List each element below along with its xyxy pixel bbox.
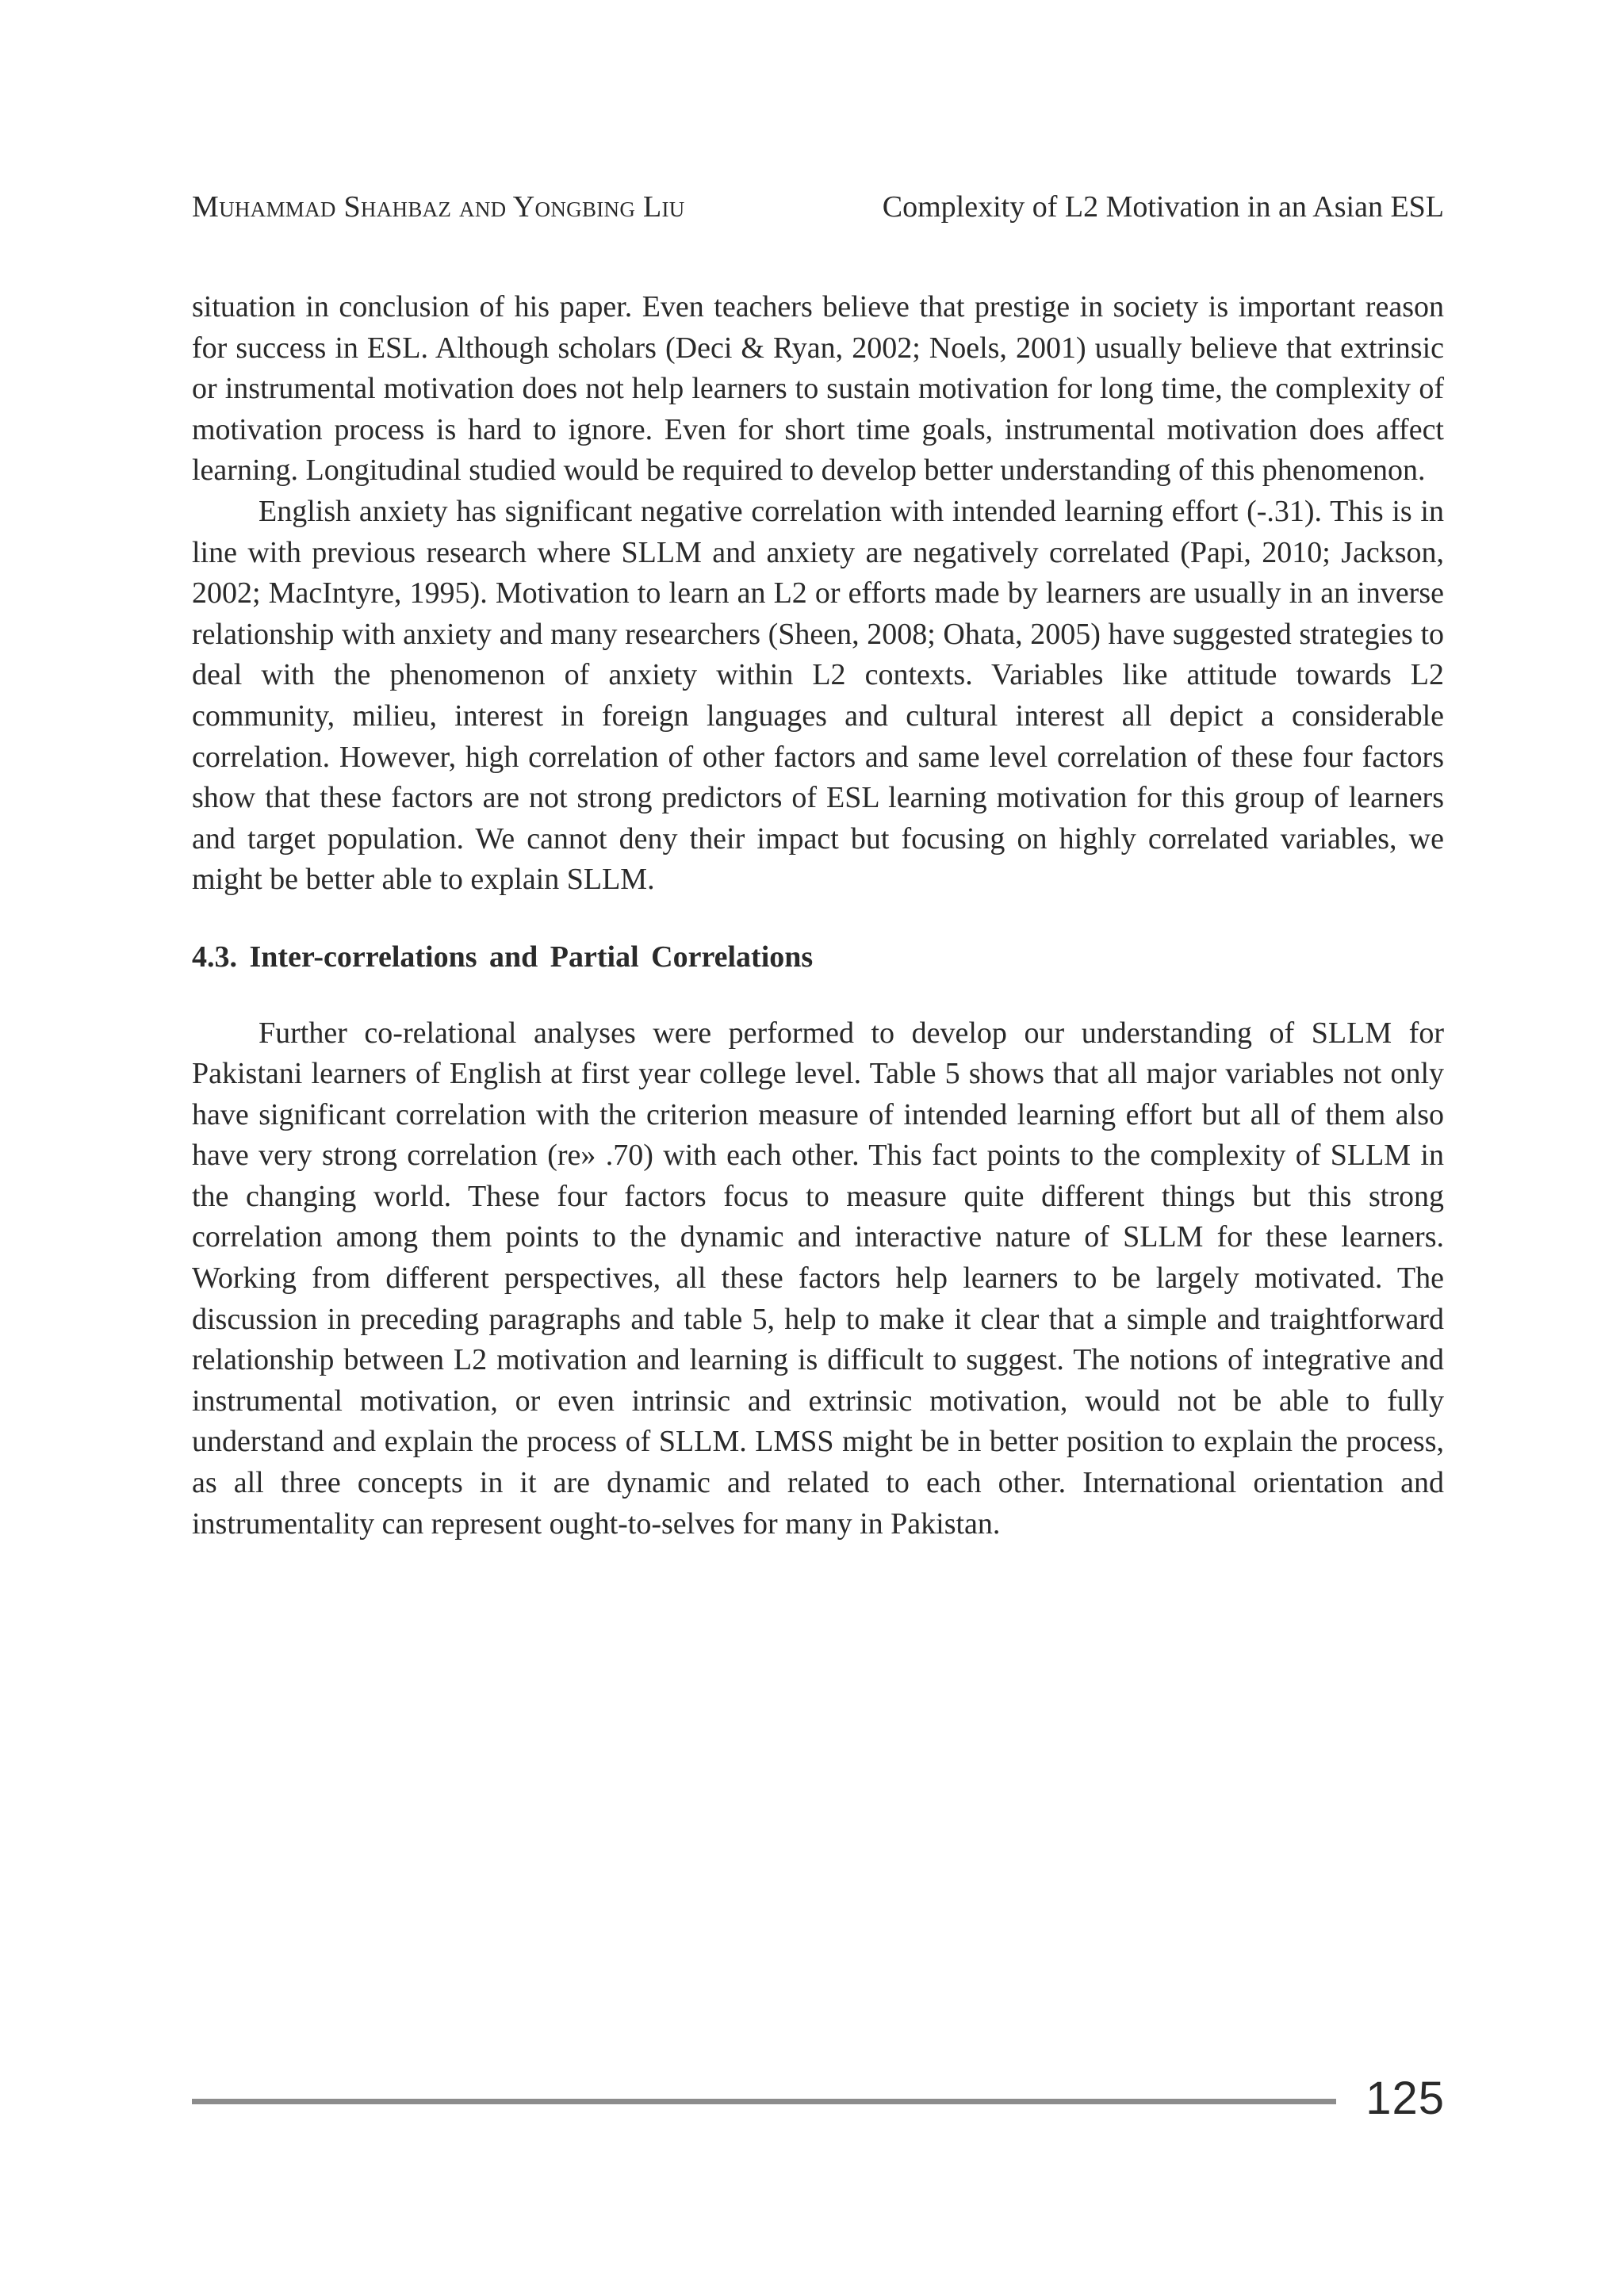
body-paragraph-correlations: Further co-relational analyses were performed to develop our understanding of SLLM for Pakistani learners of English at first year college level. Table 5 shows that all major variables not only have significant correlation with the criterion measure of intended learning effort but all of them also have very strong correlation (re» .70) with each other. This fact points to the complexity of SLLM in the changing world. These four factors focus to measure quite different things but this strong correlation among them points to the dynamic and interactive nature of SLLM for these learners. Working from different perspectives, all these factors help learners to be largely motivated. The discussion in preceding paragraphs and table 5, help to make it clear that a simple and traightforward relationship between L2 motivation and learning is difficult to suggest. The notions of integrative and instrumental motivation, or even intrinsic and extrinsic motivation, would not be able to fully understand and explain the process of SLLM. LMSS might be in better position to explain the process, as all three concepts in it are dynamic and related to each other. International orientation and instrumentality can represent ought-to-selves for many in Pakistan.	[192, 1016, 1444, 1541]
section-heading: 4.3. Inter-correlations and Partial Correlations	[192, 940, 814, 974]
footer-rule	[192, 2099, 1336, 2104]
running-head-authors: Muhammad Shahbaz and Yongbing Liu	[192, 190, 685, 224]
running-head-title: Complexity of L2 Motivation in an Asian ESL	[882, 190, 1444, 224]
body-text	[192, 287, 1444, 1545]
body-paragraph-continued: situation in conclusion of his paper. Even teachers believe that prestige in society is important reason for success in ESL. Although scholars (Deci & Ryan, 2002; Noels, 2001) usually believe that extrinsic or instrumental motivation does not help learners to sustain motivation for long time, the complexity of motivation process is hard to ignore. Even for short time goals, instrumental motivation does affect learning. Longitudinal studied would be required to develop better understanding of this phenomenon.	[192, 290, 1444, 488]
running-head	[192, 187, 1444, 227]
body-paragraph-anxiety: English anxiety has significant negative correlation with intended learning effort (-.31). This is in line with previous research where SLLM and anxiety are negatively correlated (Papi, 2010; Jackson, 2002; MacIntyre, 1995). Motivation to learn an L2 or efforts made by learners are usually in an inverse relationship with anxiety and many researchers (Sheen, 2008; Ohata, 2005) have suggested strategies to deal with the phenomenon of anxiety within L2 contexts. Variables like attitude towards L2 community, milieu, interest in foreign languages and cultural interest all depict a considerable correlation. However, high correlation of other factors and same level correlation of these four factors show that these factors are not strong predictors of ESL learning motivation for this group of learners and target population. We cannot deny their impact but focusing on highly correlated variables, we might be better able to explain SLLM.	[192, 494, 1444, 897]
page-number: 125	[1365, 2073, 1445, 2124]
